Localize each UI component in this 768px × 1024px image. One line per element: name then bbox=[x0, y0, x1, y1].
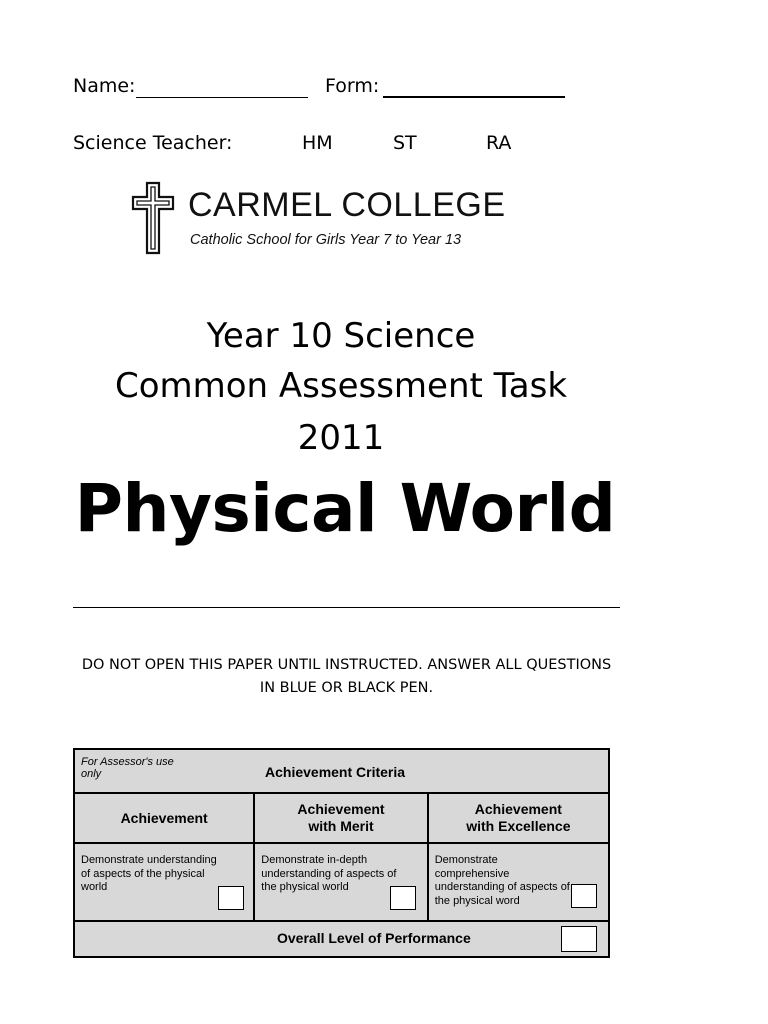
column-header-merit bbox=[254, 793, 427, 843]
subtitle-year: Year 10 Science bbox=[206, 316, 476, 356]
column-header-line: Achievement bbox=[120, 809, 208, 826]
form-label: Form: bbox=[325, 75, 380, 97]
college-name: CARMEL COLLEGE bbox=[188, 186, 506, 224]
excellence-checkbox[interactable] bbox=[571, 884, 597, 908]
criteria-header-row bbox=[74, 749, 609, 793]
column-header-line: Achievement bbox=[297, 801, 385, 817]
subtitle-task: Common Assessment Task bbox=[114, 366, 568, 406]
teacher-option-ra[interactable]: RA bbox=[486, 132, 512, 154]
teacher-option-hm[interactable]: HM bbox=[302, 132, 333, 154]
assessor-note: For Assessor's use only bbox=[81, 756, 174, 780]
subtitle-date: 2011 bbox=[297, 418, 385, 458]
criteria-description: Demonstrate in-depth understanding of aspects of the physical world bbox=[261, 854, 397, 893]
form-field[interactable] bbox=[383, 96, 565, 98]
instructions bbox=[73, 654, 620, 700]
instructions-line-1: DO NOT OPEN THIS PAPER UNTIL INSTRUCTED. ANSWER ALL QUESTIONS bbox=[81, 657, 612, 673]
column-header-line: with Merit bbox=[308, 818, 374, 834]
college-tagline: Catholic School for Girls Year 7 to Year 13 bbox=[190, 232, 462, 248]
column-header-excellence bbox=[428, 793, 609, 843]
column-header-achievement bbox=[74, 793, 254, 843]
overall-level-box[interactable] bbox=[561, 926, 597, 952]
divider bbox=[73, 607, 620, 608]
page-title: Physical World bbox=[74, 470, 616, 547]
cross-logo-icon bbox=[128, 180, 178, 256]
criteria-cell-excellence bbox=[428, 843, 609, 921]
assessment-table bbox=[73, 748, 610, 958]
column-header-line: Achievement bbox=[474, 801, 562, 817]
criteria-cell-achievement bbox=[74, 843, 254, 921]
overall-label: Overall Level of Performance bbox=[277, 930, 471, 946]
name-field[interactable] bbox=[136, 97, 308, 98]
instructions-line-2: IN BLUE OR BLACK PEN. bbox=[259, 680, 434, 696]
criteria-cell-merit bbox=[254, 843, 427, 921]
overall-row bbox=[74, 921, 609, 957]
science-teacher-label: Science Teacher: bbox=[73, 132, 233, 154]
name-label: Name: bbox=[73, 75, 136, 97]
merit-checkbox[interactable] bbox=[390, 886, 416, 910]
criteria-title: Achievement Criteria bbox=[265, 764, 406, 780]
criteria-description: Demonstrate understanding of aspects of the physical world bbox=[81, 854, 217, 893]
achievement-checkbox[interactable] bbox=[218, 886, 244, 910]
criteria-description: Demonstrate comprehensive understanding of aspects of the physical word bbox=[434, 854, 570, 907]
column-header-line: with Excellence bbox=[466, 818, 571, 834]
teacher-option-st[interactable]: ST bbox=[393, 132, 417, 154]
